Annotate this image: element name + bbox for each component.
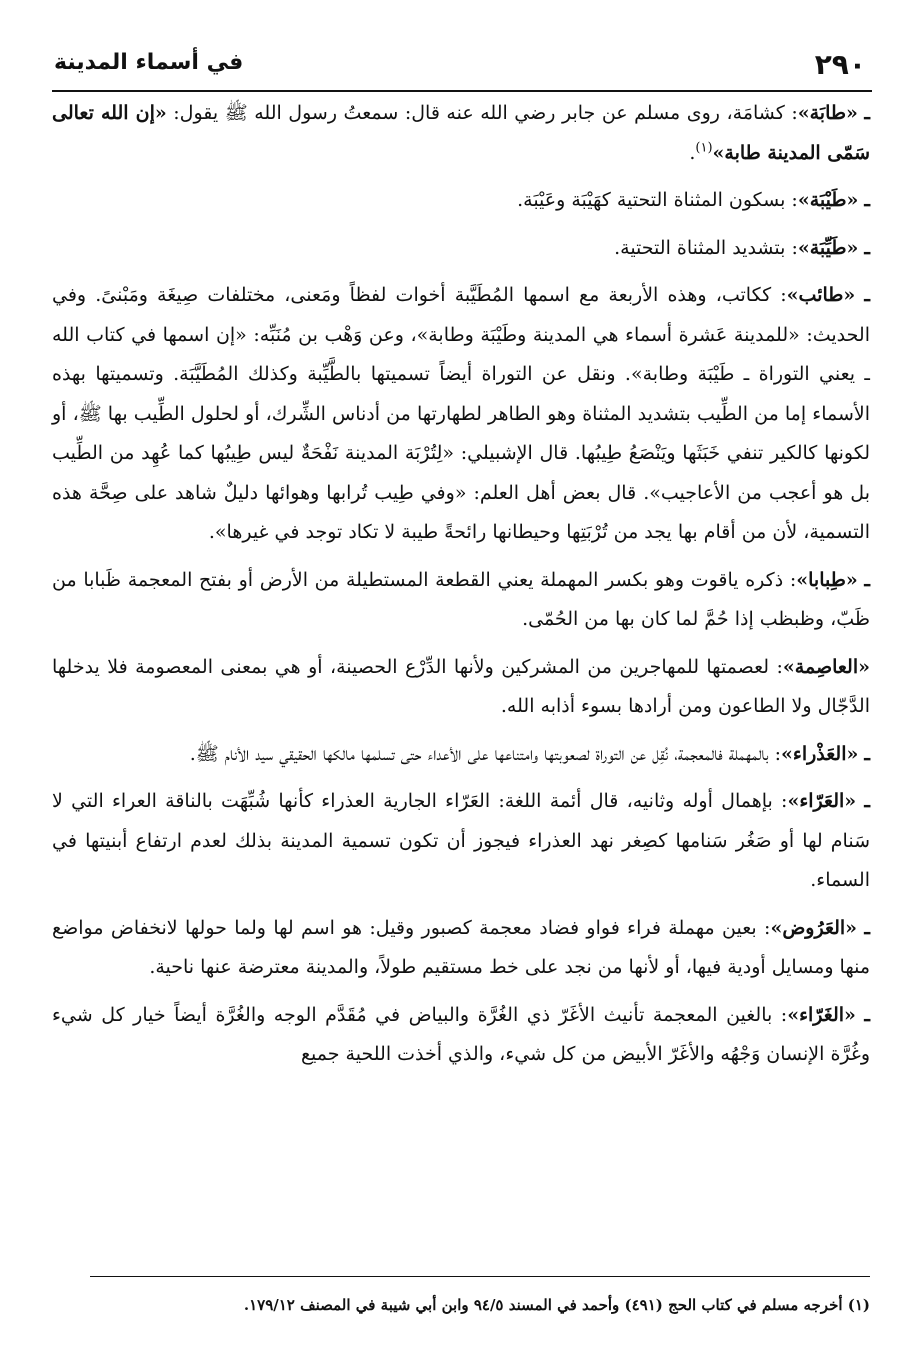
entry-text: : بتشديد المثناة التحتية. bbox=[614, 236, 798, 259]
entry-taba bbox=[52, 94, 870, 173]
entry-text: : بالغين المعجمة تأنيث الأغَرّ ذي الغُرَّة والبياض في مُقَدَّم الوجه والغُرَّة أيضاً خيار كل شيء وغُرَّة الإنسان وَجْهُه والأغَرّ الأبيض من كل شيء، والذي أخذت اللحية جميع bbox=[52, 1003, 870, 1065]
entry-text: : ذكره ياقوت وهو بكسر المهملة يعني القطعة المستطيلة من الأرض أو بفتح المعجمة ظَبابا من ظَبّ، وظبظب إذا حُمَّ لما كان بها من الحُمّى. bbox=[52, 568, 870, 630]
page-number: ٢٩٠ bbox=[814, 48, 866, 81]
entry-dash: ـ bbox=[864, 102, 870, 124]
entry-dash: ـ bbox=[864, 189, 870, 211]
entry-text: : بعين مهملة فراء فواو فضاد معجمة كصبور وقيل: هو اسم لها ولما حولها لانخفاض مواضع منها ومسايل أودية فيها، أو لأنها من نجد على خط مستقيم طولاً، والمدينة معترضة عنها ناحية. bbox=[52, 916, 870, 978]
entry-term: «العَرُوض» bbox=[770, 916, 858, 939]
entry-dash: ـ bbox=[864, 742, 870, 765]
entry-dash: ـ bbox=[864, 916, 870, 939]
entry-term: «طائب» bbox=[786, 284, 856, 306]
entry-term: «طَيِّبَة» bbox=[797, 236, 859, 259]
entry-text: : كشامَة، روى مسلم عن جابر رضي الله عنه قال: سمعتُ رسول الله ﷺ يقول: bbox=[166, 102, 798, 124]
entry-text: : ككاتب، وهذه الأربعة مع اسمها المُطَيَّبة أخوات لفظاً ومَعنى، مختلفات صِيغَة ومَبْنىً. وفي الحديث: «للمدينة عَشرة أسماء هي المدينة وطَيْبَة وطابة»، وعن وَهْب بن مُنَبِّه: «إن اسمها في كتاب الله ـ يعني التوراة ـ طَيْبَة وطابة». ونقل عن التوراة أيضاً تسميتها بالطَّيِّبة وكذلك المُطَيَّبَة. وتسميتها بهذه الأسماء إما من الطِّيب بتشديد المثناة وهو الطاهر لطهارتها من أدناس الشِّرك، أو لحلول الطِّيب بها ﷺ، أو لكونها كالكير تنفي خَبَثَها ويَنْصَعُ طِيبُها. قال الإشبيلي: «لِتُرْبَة المدينة نَفْحَةٌ ليس طِيبُها كما عُهِد من الطِّيب بل هو أعجب من الأعاجيب». قال بعض أهل العلم: «وفي طِيب تُرابها وهوائها دليلٌ شاهد على صِحَّة هذه التسمية، لأن من أقام بها يجد من تُرْبَتِها وحيطانها رائحةً طيبة لا تكاد توجد في غيرها». bbox=[52, 284, 870, 543]
entry-arud bbox=[52, 909, 870, 988]
entry-term: «العَرّاء» bbox=[787, 790, 857, 812]
entry-dash: ـ bbox=[864, 568, 870, 591]
entry-asimah bbox=[52, 648, 870, 727]
footnote-ref[interactable]: (١) bbox=[695, 140, 713, 156]
footnote: (١) أخرجه مسلم في كتاب الحج (٤٩١) وأحمد في المسند ٩٤/٥ وابن أبي شيبة في المصنف ١٧٩/١٢. bbox=[243, 1296, 870, 1314]
entry-text: : بإهمال أوله وثانيه، قال أئمة اللغة: العَرّاء الجارية العذراء كأنها شُبِّهَت بالناقة العراء التي لا سَنام لها أو صَغُر سَنامها كصِغر نهد العذراء فيجوز أن تكون تسمية المدينة بذلك لعدم ارتفاع أبنيتها في السماء. bbox=[52, 790, 870, 891]
page-body bbox=[28, 94, 894, 1075]
entry-text: : بسكون المثناة التحتية كهَيْبَة وعَيْبَة. bbox=[517, 189, 798, 211]
book-page bbox=[28, 40, 894, 1340]
entry-dash: ـ bbox=[864, 284, 870, 306]
entry-tayyibah bbox=[52, 229, 870, 269]
entry-text: : لعصمتها للمهاجرين من المشركين ولأنها الدِّرْع الحصينة، أو هي بمعنى المعصومة فلا يدخلها الدَّجّال ولا الطاعون ومن أرادها بسوء أذابه الله. bbox=[52, 655, 870, 717]
entry-adhra bbox=[52, 735, 870, 775]
running-title: في أسماء المدينة bbox=[54, 50, 244, 75]
entry-tail: . bbox=[689, 141, 696, 164]
hadith-quote: «إن الله تعالى سَمّى المدينة طابة» bbox=[52, 102, 870, 164]
entry-taib bbox=[52, 276, 870, 553]
entry-taybah bbox=[52, 181, 870, 221]
entry-text: : بالمهملة فالمعجمة، نُقِل عن التوراة لصعوبتها وامتناعها على الأعداء حتى تسلمها مالكها الحقيقي سيد الأنام ﷺ. bbox=[189, 742, 782, 765]
entry-term: «العاصِمة» bbox=[782, 655, 870, 678]
entry-term: «العَذْراء» bbox=[781, 742, 859, 765]
entry-term: «طَيْبَة» bbox=[797, 189, 859, 211]
entry-dash: ـ bbox=[864, 790, 870, 812]
entry-gharra bbox=[52, 996, 870, 1075]
page-header bbox=[28, 40, 894, 94]
entry-term: «الغَرّاء» bbox=[787, 1003, 856, 1026]
entry-dash: ـ bbox=[864, 1003, 870, 1026]
footnote-rule bbox=[90, 1276, 870, 1277]
header-rule bbox=[52, 90, 872, 92]
entry-term: «طِبابا» bbox=[796, 568, 858, 591]
entry-dash: ـ bbox=[864, 236, 870, 259]
entry-tibaba bbox=[52, 561, 870, 640]
entry-arra bbox=[52, 782, 870, 901]
entry-term: «طابَة» bbox=[797, 102, 858, 124]
